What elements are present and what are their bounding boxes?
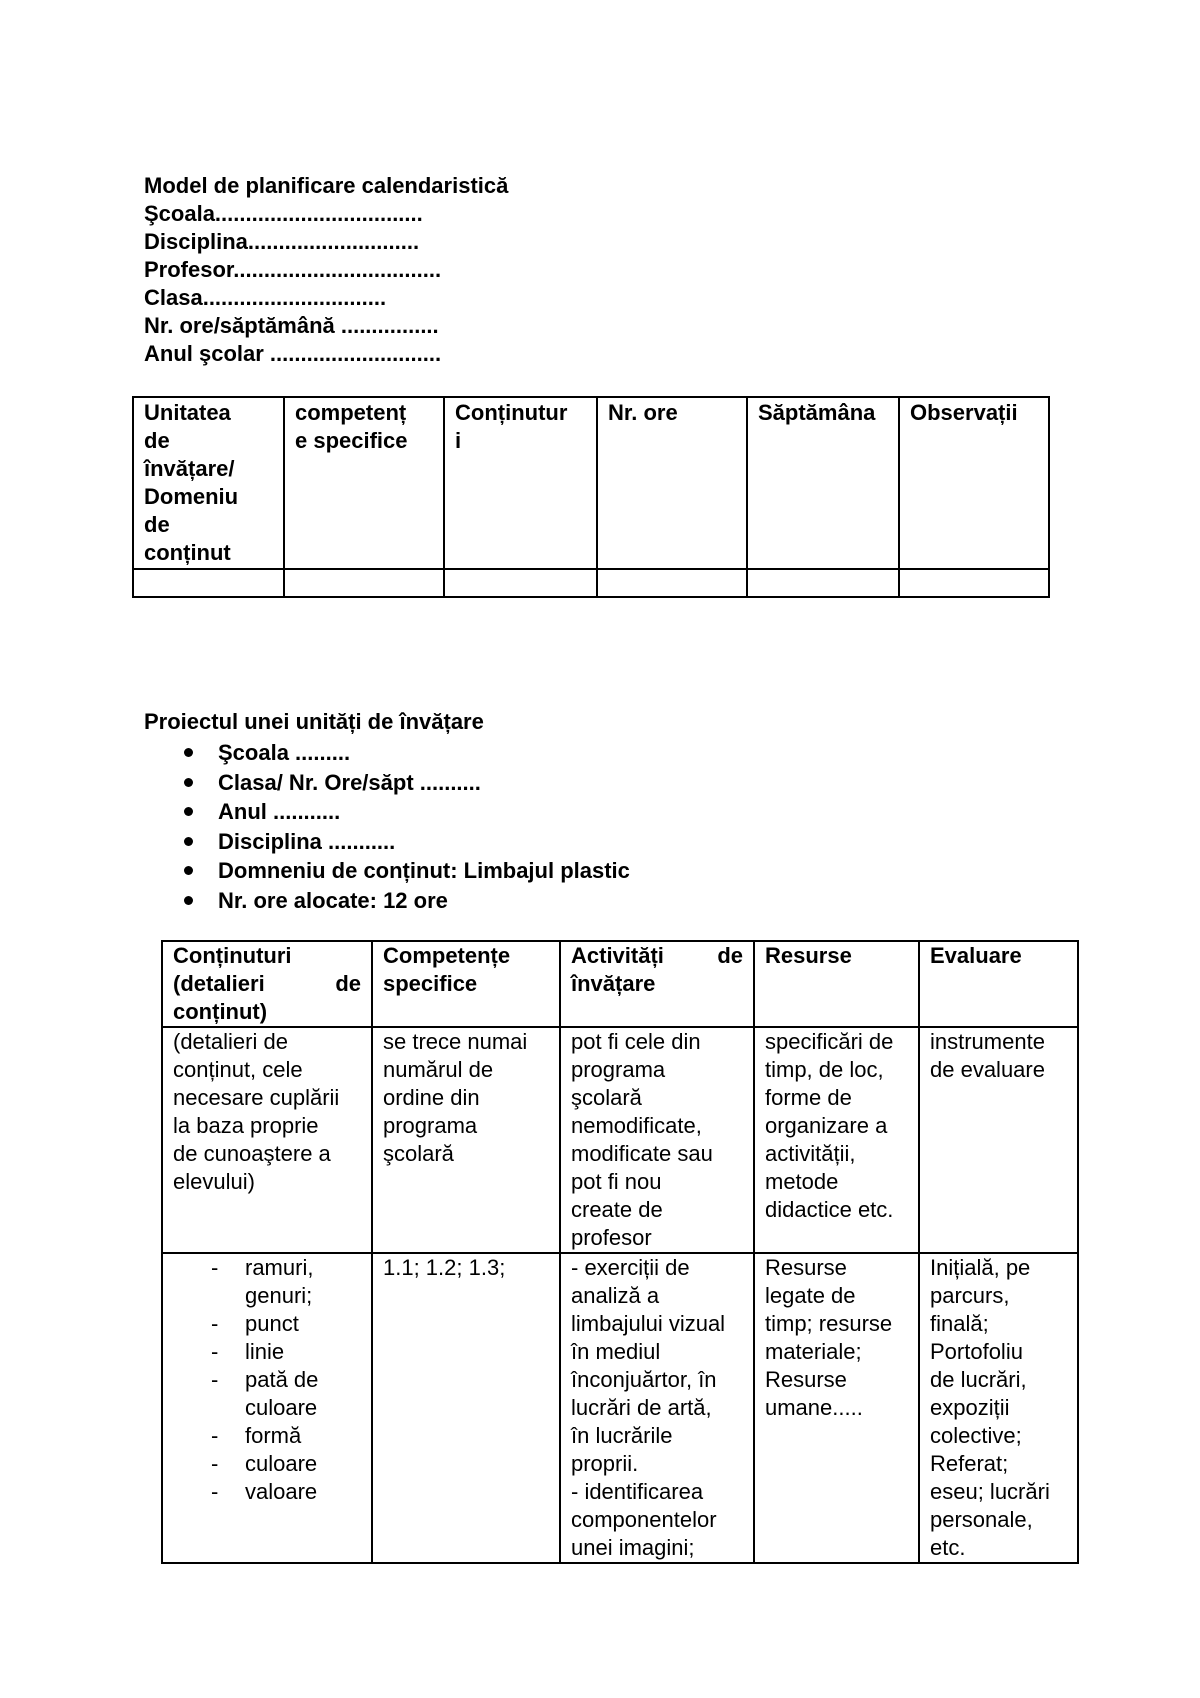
empty-cell xyxy=(747,569,899,597)
field-anul-scolar: Anul şcolar ............................ xyxy=(144,341,442,366)
content-dash-list xyxy=(173,1254,361,1506)
header-cell-continuturi: Conținuturi (detalieri de conținut) xyxy=(162,941,372,1027)
bullet-icon xyxy=(184,837,193,846)
header-cell-competente: Competențe specifice xyxy=(372,941,560,1027)
proiect-table xyxy=(161,940,1079,1564)
list-item: - formă xyxy=(211,1423,302,1448)
proiect-title: Proiectul unei unități de învățare xyxy=(144,709,484,734)
field-scoala: Şcoala.................................. xyxy=(144,201,423,226)
list-item: Disciplina ........... xyxy=(176,827,630,857)
bullet-icon xyxy=(184,896,193,905)
header-cell-nr-ore: Nr. ore xyxy=(597,397,747,569)
empty-cell xyxy=(444,569,597,597)
header-cell-unitatea: Unitatea de învățare/ Domeniu de conținut xyxy=(133,397,284,569)
cell-competente-detail: 1.1; 1.2; 1.3; xyxy=(372,1253,560,1563)
bullet-icon xyxy=(184,807,193,816)
bullet-icon xyxy=(184,778,193,787)
cell-activitati-detail: - exerciții de analiză a limbajului vizual în mediul înconjuărtor, în lucrări de artă, în lucrările proprii. - identificarea componentelor unei imagini; xyxy=(560,1253,754,1563)
table-row xyxy=(133,569,1049,597)
header-cell-competente: competenț e specifice xyxy=(284,397,444,569)
empty-cell xyxy=(133,569,284,597)
field-disciplina: Disciplina............................ xyxy=(144,229,420,254)
empty-cell xyxy=(899,569,1049,597)
empty-cell xyxy=(284,569,444,597)
header-cell-activitati: Activități de învățare xyxy=(560,941,754,1027)
header-cell-observatii: Observații xyxy=(899,397,1049,569)
cell-evaluare-desc: instrumente de evaluare xyxy=(919,1027,1078,1253)
table-row xyxy=(162,1253,1078,1563)
field-clasa: Clasa.............................. xyxy=(144,285,387,310)
field-profesor: Profesor.................................. xyxy=(144,257,442,282)
cell-resurse-desc: specificări de timp, de loc, forme de organizare a activității, metode didactice etc. xyxy=(754,1027,919,1253)
cell-competente-desc: se trece numai numărul de ordine din programa şcolară xyxy=(372,1027,560,1253)
header-cell-continuturi: Conținutur i xyxy=(444,397,597,569)
list-item: Şcoala ......... xyxy=(176,738,630,768)
cell-resurse-detail: Resurse legate de timp; resurse materiale; Resurse umane..... xyxy=(754,1253,919,1563)
field-nr-ore: Nr. ore/săptămână ................ xyxy=(144,313,439,338)
list-item: - culoare xyxy=(211,1451,318,1476)
proiect-bullet-list xyxy=(176,738,630,915)
list-item: - valoare xyxy=(211,1479,318,1504)
empty-cell xyxy=(597,569,747,597)
header-cell-saptamana: Săptămâna xyxy=(747,397,899,569)
list-item: - linie xyxy=(211,1339,285,1364)
list-item: Nr. ore alocate: 12 ore xyxy=(176,886,630,916)
planificare-table xyxy=(132,396,1050,598)
list-item: - punct xyxy=(211,1311,299,1336)
cell-activitati-desc: pot fi cele din programa şcolară nemodificate, modificate sau pot fi nou create de profesor xyxy=(560,1027,754,1253)
table-row xyxy=(162,941,1078,1027)
planificare-title: Model de planificare calendaristică xyxy=(144,173,509,198)
table-row xyxy=(162,1027,1078,1253)
cell-evaluare-detail: Inițială, pe parcurs, finală; Portofoliu de lucrări, expoziții colective; Referat; eseu; lucrări personale, etc. xyxy=(919,1253,1078,1563)
list-item: Clasa/ Nr. Ore/săpt .......... xyxy=(176,768,630,798)
list-item: Domneniu de conținut: Limbajul plastic xyxy=(176,856,630,886)
bullet-icon xyxy=(184,866,193,875)
table-row xyxy=(133,397,1049,569)
cell-continuturi-desc: (detalieri de conținut, cele necesare cuplării la baza proprie de cunoaştere a elevului) xyxy=(162,1027,372,1253)
header-cell-evaluare: Evaluare xyxy=(919,941,1078,1027)
cell-continuturi-detail xyxy=(162,1253,372,1563)
header-cell-resurse: Resurse xyxy=(754,941,919,1027)
list-item: - ramuri, genuri; xyxy=(211,1255,314,1308)
list-item: Anul ........... xyxy=(176,797,630,827)
planificare-header xyxy=(144,172,508,368)
list-item: - pată de culoare xyxy=(211,1367,319,1420)
bullet-icon xyxy=(184,748,193,757)
